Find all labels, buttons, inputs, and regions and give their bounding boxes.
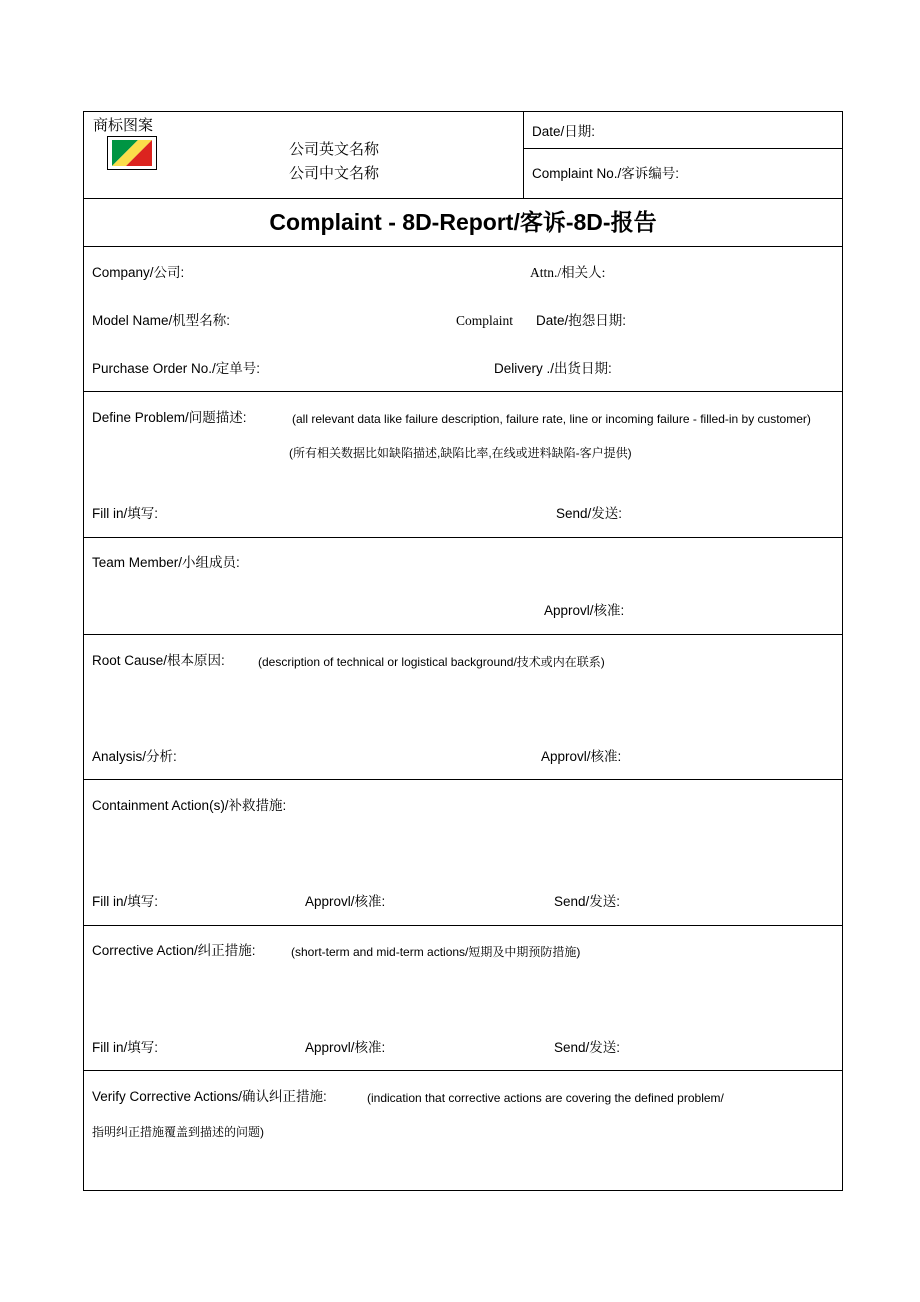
- complaint-date-field[interactable]: Date/抱怨日期:: [536, 313, 627, 328]
- divider: [84, 246, 842, 247]
- divider: [84, 391, 842, 392]
- root-cause-hint: (description of technical or logistical background/技术或内在联系): [258, 655, 605, 669]
- verify-hint: (indication that corrective actions are covering the defined problem/: [367, 1091, 724, 1105]
- company-chinese-name: 公司中文名称: [289, 166, 380, 182]
- approval-field[interactable]: Approvl/核准:: [305, 894, 386, 909]
- root-cause-label: Root Cause/根本原因:: [92, 653, 225, 668]
- purchase-order-field[interactable]: Purchase Order No./定单号:: [92, 361, 261, 376]
- logo-label: 商标图案: [93, 118, 154, 134]
- company-english-name: 公司英文名称: [289, 142, 380, 158]
- model-name-field[interactable]: Model Name/机型名称:: [92, 313, 231, 328]
- fill-in-field[interactable]: Fill in/填写:: [92, 894, 159, 909]
- send-field[interactable]: Send/发送:: [554, 894, 621, 909]
- fill-in-field[interactable]: Fill in/填写:: [92, 506, 159, 521]
- logo-placeholder: [107, 136, 157, 170]
- approval-field[interactable]: Approvl/核准:: [541, 749, 622, 764]
- divider: [84, 925, 842, 926]
- divider: [84, 634, 842, 635]
- header-right-divider: [523, 148, 842, 149]
- 8d-report-form: [83, 111, 843, 1191]
- report-title: Complaint - 8D-Report/客诉-8D-报告: [269, 209, 657, 235]
- send-field[interactable]: Send/发送:: [556, 506, 623, 521]
- approval-field[interactable]: Approvl/核准:: [544, 603, 625, 618]
- analysis-field[interactable]: Analysis/分析:: [92, 749, 177, 764]
- verify-hint-cn: 指明纠正措施覆盖到描述的问题): [92, 1125, 264, 1139]
- complaint-date-prefix: Complaint: [456, 313, 513, 328]
- header-divider: [523, 112, 524, 198]
- fill-in-field[interactable]: Fill in/填写:: [92, 1040, 159, 1055]
- define-problem-hint: (all relevant data like failure description, failure rate, line or incoming failure - filled-in by customer): [292, 412, 811, 426]
- define-problem-label: Define Problem/问题描述:: [92, 410, 247, 425]
- complaint-number-field[interactable]: Complaint No./客诉编号:: [532, 166, 680, 181]
- divider: [84, 198, 842, 199]
- send-field[interactable]: Send/发送:: [554, 1040, 621, 1055]
- approval-field[interactable]: Approvl/核准:: [305, 1040, 386, 1055]
- corrective-action-label: Corrective Action/纠正措施:: [92, 943, 256, 958]
- delivery-date-field[interactable]: Delivery ./出货日期:: [494, 361, 612, 376]
- containment-action-field[interactable]: Containment Action(s)/补救措施:: [92, 798, 287, 813]
- company-field[interactable]: Company/公司:: [92, 265, 185, 280]
- date-field[interactable]: Date/日期:: [532, 124, 596, 139]
- verify-corrective-actions-label: Verify Corrective Actions/确认纠正措施:: [92, 1089, 327, 1104]
- divider: [84, 1070, 842, 1071]
- corrective-action-hint: (short-term and mid-term actions/短期及中期预防措施): [291, 945, 581, 959]
- attn-field[interactable]: Attn./相关人:: [530, 265, 606, 280]
- divider: [84, 537, 842, 538]
- team-member-field[interactable]: Team Member/小组成员:: [92, 555, 240, 570]
- define-problem-hint-cn: (所有相关数据比如缺陷描述,缺陷比率,在线或进料缺陷-客户提供): [289, 446, 632, 460]
- divider: [84, 779, 842, 780]
- flag-logo-icon: [112, 140, 152, 166]
